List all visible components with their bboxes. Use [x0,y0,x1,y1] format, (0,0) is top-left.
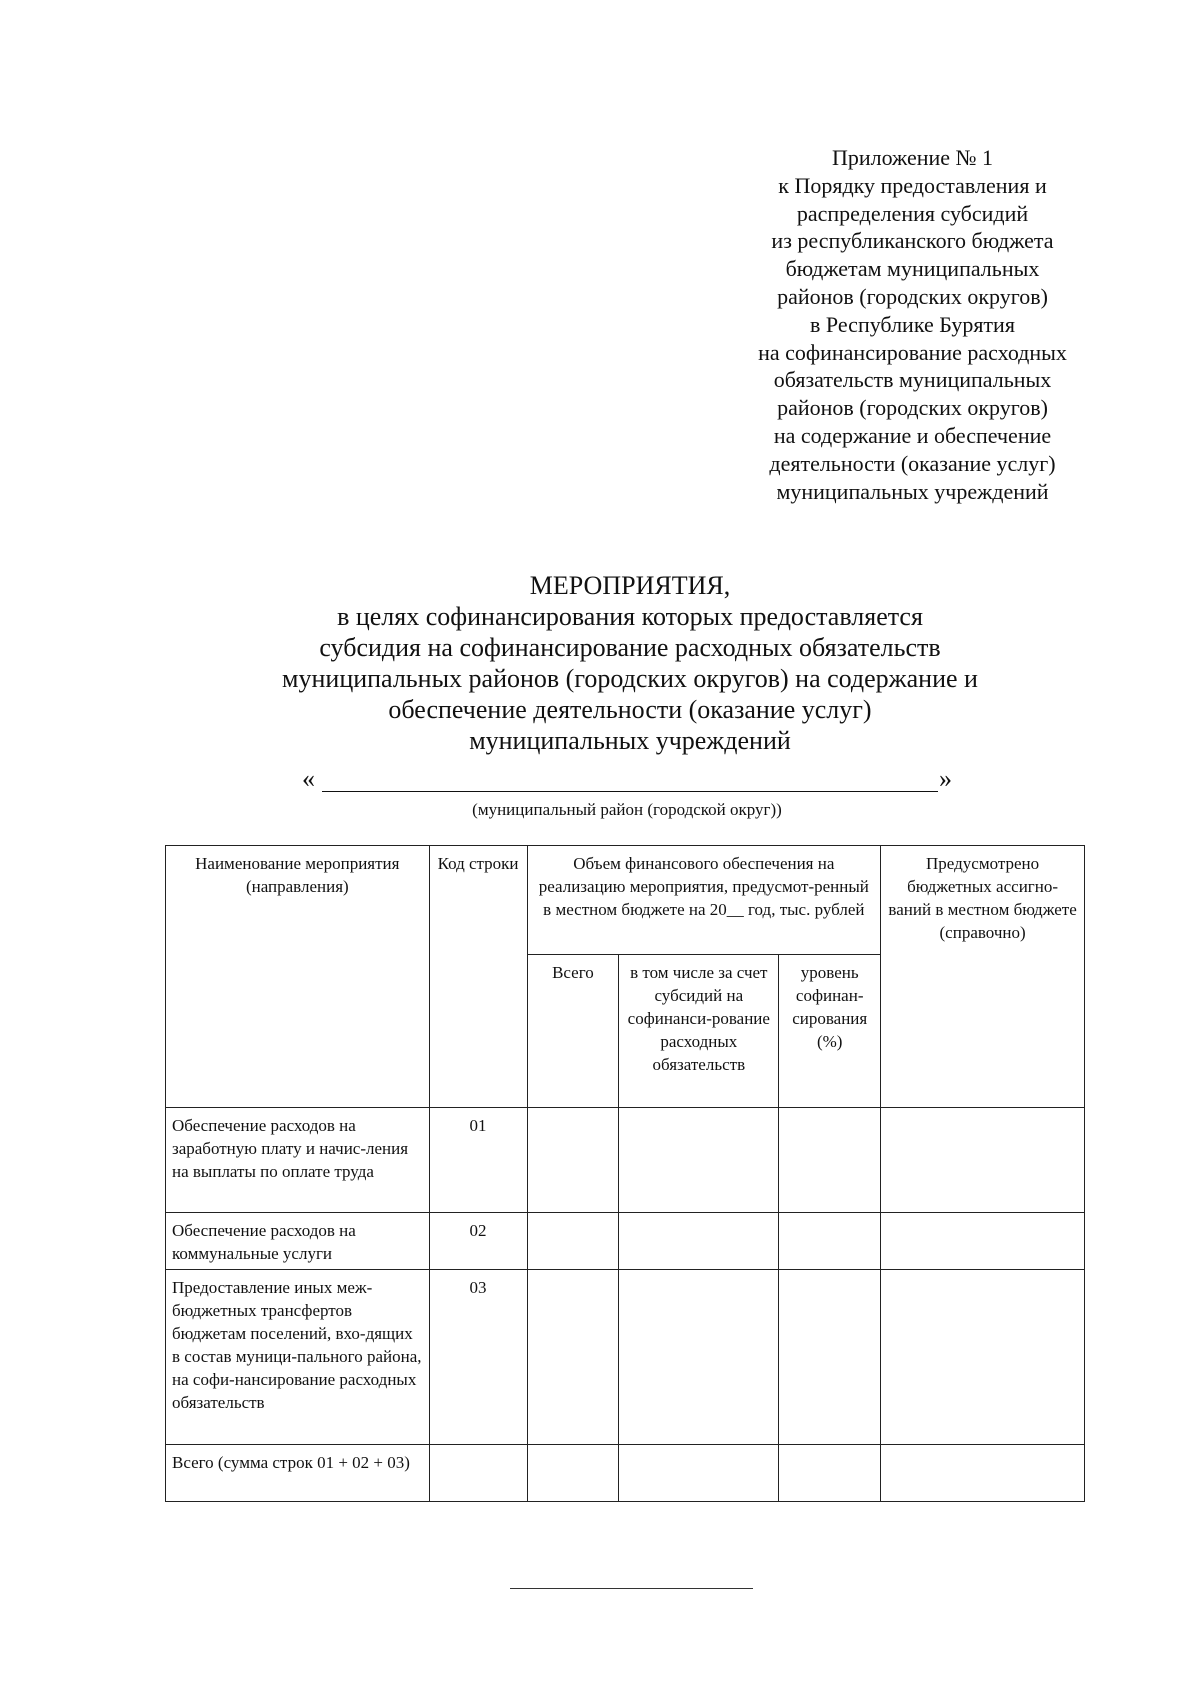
row-total-cell [527,1213,619,1270]
row-total-cell [527,1270,619,1445]
row-subsidy-cell [619,1108,779,1213]
row-level-cell [779,1270,881,1445]
appendix-line: муниципальных учреждений [776,478,1049,504]
appendix-line: на софинансирование расходных [758,339,1067,365]
appendix-line: к Порядку предоставления и [778,172,1047,198]
close-quote: » [939,764,952,793]
row-name: Предоставление иных меж-бюджетных трансфертов бюджетам поселений, вхо-дящих в состав муници-пального района, на софи-нансирование расходных обязательств [166,1270,430,1445]
title-line: муниципальных учреждений [469,726,791,755]
open-quote: « [302,764,315,793]
table-header-row [166,846,1085,955]
header-subsidy: в том числе за счет субсидий на софинанси-рование расходных обязательств [619,955,779,1108]
title-line: обеспечение деятельности (оказание услуг) [388,695,872,724]
appendix-line: на содержание и обеспечение [773,422,1052,448]
row-subsidy-cell [619,1213,779,1270]
table-row [166,1108,1085,1213]
table-row-total [166,1445,1085,1502]
row-reference-cell [881,1213,1085,1270]
appendix-line: деятельности (оказание услуг) [769,450,1056,476]
row-name: Обеспечение расходов на коммунальные услуги [166,1213,430,1270]
header-level: уровень софинан-сирования (%) [779,955,881,1108]
title-line: субсидия на софинансирование расходных обязательств [319,633,941,662]
footer-divider [510,1588,753,1589]
appendix-line: районов (городских округов) [777,283,1048,309]
appendix-line: из республиканского бюджета [771,228,1054,254]
row-level-cell [779,1108,881,1213]
district-blank-line [322,791,938,792]
row-total-cell [527,1108,619,1213]
row-code [429,1445,527,1502]
appendix-line: Приложение № 1 [831,145,994,170]
row-reference-cell [881,1445,1085,1502]
appendix-line: бюджетам муниципальных [785,256,1040,282]
row-reference-cell [881,1270,1085,1445]
header-code: Код строки [429,846,527,1108]
title-heading: МЕРОПРИЯТИЯ, [529,571,731,600]
appendix-note [725,144,1100,505]
district-caption: (муниципальный район (городской округ)) [472,800,782,819]
row-code: 02 [429,1213,527,1270]
appendix-line: распределения субсидий [796,200,1029,226]
row-subsidy-cell [619,1445,779,1502]
table-row [166,1270,1085,1445]
row-level-cell [779,1445,881,1502]
table-row [166,1213,1085,1270]
header-volume-group: Объем финансового обеспечения на реализацию мероприятия, предусмот-ренный в местном бюджете на 20__ год, тыс. рублей [527,846,881,955]
title-line: в целях софинансирования которых предоставляется [337,602,923,631]
row-name: Всего (сумма строк 01 + 02 + 03) [166,1445,430,1502]
row-reference-cell [881,1108,1085,1213]
document-title [150,570,1110,756]
header-reference: Предусмотрено бюджетных ассигно-ваний в местном бюджете (справочно) [881,846,1085,1108]
appendix-line: обязательств муниципальных [773,367,1052,393]
header-total: Всего [527,955,619,1108]
appendix-line: в Республике Бурятия [810,311,1015,337]
measures-table [165,845,1085,1502]
title-line: муниципальных районов (городских округов) на содержание и [282,664,978,693]
header-name: Наименование мероприятия (направления) [166,846,430,1108]
row-name: Обеспечение расходов на заработную плату и начис-ления на выплаты по оплате труда [166,1108,430,1213]
district-field [302,764,952,794]
row-level-cell [779,1213,881,1270]
row-subsidy-cell [619,1270,779,1445]
appendix-line: районов (городских округов) [777,395,1048,421]
row-code: 03 [429,1270,527,1445]
row-total-cell [527,1445,619,1502]
row-code: 01 [429,1108,527,1213]
